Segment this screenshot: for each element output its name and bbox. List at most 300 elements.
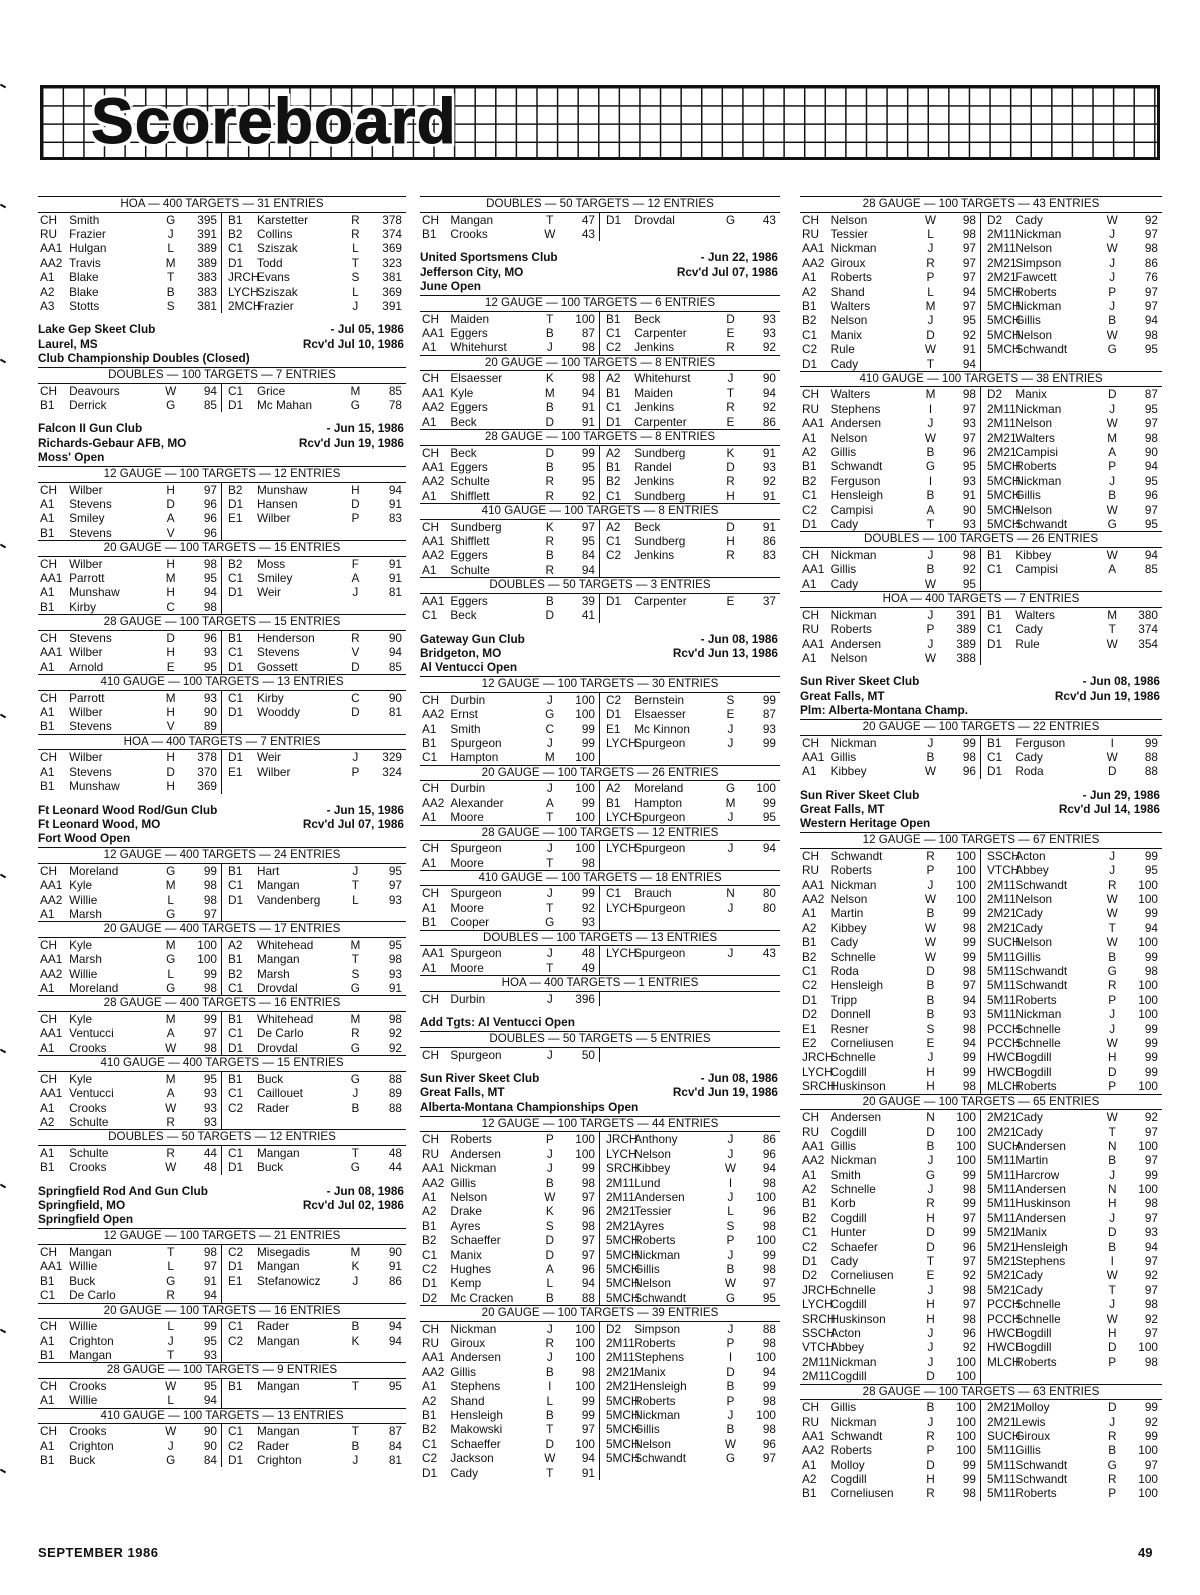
event-section [38, 995, 406, 1055]
shooter-initial: R [726, 400, 735, 415]
shooter-initial: J [167, 1438, 174, 1453]
result-row [981, 431, 1162, 445]
class-code: A2 [40, 1114, 55, 1129]
results-left-half [38, 1319, 222, 1362]
shooter-initial: J [727, 946, 734, 961]
class-code: A1 [40, 511, 55, 526]
shooter-initial: B [1108, 1153, 1117, 1168]
shooter-name: Cady [830, 517, 859, 531]
margin-tick [0, 204, 6, 209]
score: 97 [962, 401, 976, 416]
class-code: 5MCH [987, 502, 1021, 517]
score: 99 [581, 1161, 595, 1176]
result-row [981, 1182, 1162, 1196]
class-code: B1 [422, 1218, 437, 1233]
result-row [222, 511, 406, 525]
shooter-name: Mc Mahan [256, 397, 313, 412]
score: 94 [1144, 313, 1158, 328]
shooter-initial: R [926, 848, 935, 863]
score: 380 [1138, 607, 1158, 622]
result-row [981, 1283, 1162, 1297]
shooter-initial: L [546, 1276, 554, 1291]
shooter-initial: J [927, 877, 934, 892]
score: 100 [1138, 1007, 1158, 1022]
class-code: AA1 [40, 1086, 63, 1101]
shooter-name: Cady [1015, 1124, 1043, 1139]
shooter-initial: D [1107, 1340, 1117, 1355]
shooter-name: Giroux [450, 1336, 486, 1351]
score: 100 [575, 692, 595, 707]
shooter-initial: R [926, 1428, 935, 1443]
shooter-name: Kibbey [830, 920, 867, 935]
club-name-row [38, 322, 406, 336]
shooter-initial: L [727, 1204, 734, 1219]
event-heading: 12 GAUGE — 100 TARGETS — 67 ENTRIES [800, 832, 1162, 849]
shooter-initial: D [545, 608, 555, 623]
event-name: Moss' Open [38, 449, 105, 464]
result-row [800, 1036, 980, 1050]
club-location: Great Falls, MT [800, 801, 885, 816]
result-row [981, 1297, 1162, 1311]
result-row [800, 1050, 980, 1064]
class-code: C2 [802, 502, 818, 517]
score: 86 [762, 534, 776, 549]
class-code: C1 [802, 327, 818, 342]
result-row [600, 489, 780, 503]
shooter-initial: W [1106, 241, 1118, 256]
score: 92 [762, 474, 776, 489]
class-code: 2M21 [987, 920, 1017, 935]
score: 93 [762, 459, 776, 474]
result-row [981, 1340, 1162, 1354]
score: 96 [203, 630, 217, 645]
score: 99 [762, 735, 776, 750]
class-code: A2 [802, 1472, 817, 1487]
result-row [222, 1274, 406, 1288]
score: 98 [581, 371, 595, 386]
class-code: C1 [802, 1225, 818, 1240]
score: 98 [203, 1244, 217, 1259]
result-row [420, 446, 599, 460]
class-code: A1 [40, 704, 55, 719]
shooter-name: Crooks [69, 1100, 107, 1115]
class-code: A2 [802, 1182, 817, 1197]
class-code: 5MCH [987, 459, 1021, 474]
shooter-name: Cogdill [1015, 1050, 1052, 1065]
results-grid [38, 483, 406, 541]
class-code: AA1 [802, 241, 825, 256]
result-row [222, 1086, 406, 1100]
class-code: A2 [40, 284, 55, 299]
shooter-initial: T [546, 960, 554, 975]
class-code: SSCH [987, 848, 1020, 863]
club-location-row [38, 337, 406, 351]
shooter-name: Whitehead [256, 937, 314, 952]
result-row [420, 992, 599, 1006]
club-location: Bridgeton, MO [420, 645, 502, 660]
result-row [222, 952, 406, 966]
shooter-initial: T [546, 855, 554, 870]
class-code: 5M11 [987, 1457, 1016, 1472]
received-date: Rcv'd Jun 13, 1986 [672, 645, 778, 660]
shooter-name: Nickman [1015, 1007, 1062, 1022]
class-code: C1 [606, 534, 622, 549]
class-code: AA2 [802, 1153, 825, 1168]
shooter-name: Cogdill [830, 1064, 867, 1079]
score: 90 [203, 1424, 217, 1439]
shooter-initial: B [926, 1138, 935, 1153]
shooter-name: Willie [69, 1393, 98, 1408]
shooter-name: Manix [830, 327, 863, 342]
shooter-initial: G [166, 952, 176, 967]
result-row [800, 562, 980, 576]
results-right-half [222, 213, 406, 314]
shooter-initial: B [545, 459, 554, 474]
class-code: 5M21 [987, 1268, 1017, 1283]
class-code: A2 [422, 1204, 437, 1219]
score: 92 [962, 1268, 976, 1283]
shooter-name: Randel [634, 459, 672, 474]
result-row [420, 781, 599, 795]
class-code: D1 [228, 397, 244, 412]
shooter-initial: P [926, 863, 935, 878]
results-grid [38, 864, 406, 922]
shooter-initial: S [726, 692, 735, 707]
result-row [38, 967, 221, 981]
result-row [38, 1274, 221, 1288]
result-row [800, 1225, 980, 1239]
shooter-name: Roberts [830, 622, 872, 637]
class-code: CH [422, 1321, 440, 1336]
result-row [420, 1322, 599, 1336]
shooter-initial: B [166, 284, 175, 299]
score: 91 [762, 488, 776, 503]
result-row [800, 1283, 980, 1297]
result-row [800, 892, 980, 906]
class-code: 5M11 [987, 1167, 1016, 1182]
class-code: B1 [40, 525, 55, 540]
shooter-initial: R [726, 474, 735, 489]
shooter-name: Nelson [1015, 327, 1053, 342]
shooter-name: Vandenberg [256, 892, 321, 907]
shooter-name: Buck [69, 1273, 96, 1288]
score: 99 [962, 1457, 976, 1472]
class-code: A1 [802, 1167, 817, 1182]
shooter-name: Nelson [634, 1436, 671, 1451]
event-section [38, 1055, 406, 1129]
class-code: 2M21 [987, 430, 1017, 445]
results-grid [800, 608, 1162, 666]
shoot-date: - Jun 08, 1986 [326, 1183, 404, 1198]
shooter-initial: J [546, 1146, 553, 1161]
result-row [981, 950, 1162, 964]
shooter-name: Mangan [256, 1145, 300, 1160]
shooter-initial: A [166, 511, 175, 526]
shooter-initial: G [166, 1453, 176, 1468]
shooter-name: Hulgan [69, 241, 107, 256]
class-code: AA1 [40, 1026, 63, 1041]
result-row [800, 1443, 980, 1457]
shooter-initial: L [352, 892, 359, 907]
shooter-name: Beck [450, 608, 477, 623]
result-row [420, 1262, 599, 1276]
class-code: A1 [40, 496, 55, 511]
results-left-half [38, 1072, 222, 1130]
shooter-name: Jenkins [634, 474, 675, 489]
club-name: Falcon II Gun Club [38, 421, 143, 436]
class-code: VTCH [987, 863, 1020, 878]
class-code: D1 [422, 1465, 438, 1480]
score: 95 [1144, 342, 1158, 357]
results-left-half [420, 312, 600, 355]
shooter-name: Gillis [830, 1138, 857, 1153]
shooter-name: Eggers [450, 400, 488, 415]
result-row [600, 400, 780, 414]
shooter-name: Deavours [69, 383, 120, 398]
shooter-name: Hughes [450, 1261, 492, 1276]
score: 99 [1144, 1064, 1158, 1079]
class-code: D1 [422, 1276, 438, 1291]
shooter-initial: J [1109, 1414, 1116, 1429]
shooter-name: Cogdill [830, 1210, 867, 1225]
class-code: 5MCH [987, 313, 1021, 328]
class-code: PCCH [987, 1297, 1021, 1312]
shooter-name: Gillis [1015, 313, 1041, 328]
result-row [800, 1110, 980, 1124]
score: 41 [581, 608, 595, 623]
class-code: 2M21 [987, 1414, 1017, 1429]
shooter-name: Kibbey [634, 1161, 671, 1176]
club-name: Gateway Gun Club [420, 631, 525, 646]
result-row [222, 398, 406, 412]
event-section [38, 1408, 406, 1468]
score: 96 [1144, 488, 1158, 503]
class-code: A1 [40, 1438, 55, 1453]
class-code: 5MCH [987, 473, 1021, 488]
shooter-initial: I [928, 473, 933, 488]
result-row [600, 841, 780, 855]
shooter-initial: M [544, 385, 555, 400]
result-row [38, 1334, 221, 1348]
score: 100 [197, 952, 217, 967]
result-row [38, 1072, 221, 1086]
class-code: LYCH [606, 946, 637, 961]
results-left-half [38, 384, 222, 413]
result-row [600, 1147, 780, 1161]
class-code: 2M11 [987, 226, 1016, 241]
result-row [38, 1439, 221, 1453]
result-row [38, 497, 221, 511]
result-row [222, 705, 406, 719]
shooter-name: Hampton [450, 750, 499, 765]
event-heading: DOUBLES — 100 TARGETS — 7 ENTRIES [38, 367, 406, 384]
result-row [38, 1115, 221, 1129]
shooter-name: Schwandt [1015, 877, 1068, 892]
shooter-name: Crooks [450, 226, 488, 241]
class-code: A1 [40, 1145, 55, 1160]
score: 80 [762, 886, 776, 901]
shooter-initial: J [927, 313, 934, 328]
shooter-name: Nelson [830, 650, 868, 665]
shooter-initial: R [1107, 877, 1117, 892]
shooter-name: Nickman [1015, 226, 1062, 241]
class-code: C2 [422, 1261, 438, 1276]
shooter-initial: L [167, 1259, 174, 1274]
result-row [38, 1101, 221, 1115]
class-code: B1 [802, 1486, 817, 1501]
shooter-initial: R [351, 630, 360, 645]
class-code: B2 [228, 482, 243, 497]
shooter-initial: W [724, 1436, 737, 1451]
shoot-date: - Jun 22, 1986 [700, 250, 778, 265]
shooter-initial: A [545, 795, 554, 810]
results-grid [420, 371, 780, 429]
margin-tick [0, 1049, 6, 1054]
shooter-initial: R [926, 255, 935, 270]
shooter-initial: G [350, 397, 360, 412]
shooter-name: Schwandt [1015, 342, 1068, 357]
results-right-half [981, 1110, 1162, 1383]
score: 94 [1144, 459, 1158, 474]
shooter-initial: L [352, 284, 359, 299]
score: 37 [762, 593, 776, 608]
result-row [420, 1048, 599, 1062]
received-date: Rcv'd Jun 19, 1986 [1054, 688, 1160, 703]
shooter-initial: H [1107, 1325, 1117, 1340]
shooter-initial: K [726, 445, 735, 460]
result-row [981, 503, 1162, 517]
score: 97 [1144, 502, 1158, 517]
result-row [600, 1408, 780, 1422]
class-code: A1 [422, 810, 437, 825]
results-grid [420, 886, 780, 929]
results-left-half [38, 1146, 222, 1175]
shooter-initial: J [352, 1273, 359, 1288]
event-section [38, 1228, 406, 1302]
result-row [800, 503, 980, 517]
score: 99 [203, 966, 217, 981]
class-code: B1 [228, 630, 243, 645]
class-code: 5MCH [606, 1276, 640, 1291]
shooter-name: Evans [256, 270, 290, 285]
result-row [981, 342, 1162, 356]
results-right-half [222, 1424, 406, 1467]
score: 90 [1144, 445, 1158, 460]
class-code: E1 [802, 1021, 817, 1036]
shooter-name: Durbin [450, 781, 486, 796]
shooter-initial: L [167, 966, 174, 981]
class-code: D1 [228, 659, 244, 674]
shooter-initial: D [1107, 387, 1117, 402]
margin-tick [0, 1184, 6, 1189]
class-code: A2 [802, 284, 817, 299]
club-location-row [38, 817, 406, 831]
result-row [38, 585, 221, 599]
shooter-name: Spurgeon [634, 810, 686, 825]
class-code: JRCH [606, 1132, 638, 1147]
shooter-initial: B [545, 1364, 554, 1379]
class-code: HWCH [987, 1325, 1024, 1340]
shooter-name: Weir [256, 750, 281, 765]
shooter-name: Cady [1015, 920, 1043, 935]
result-row [222, 1146, 406, 1160]
score: 389 [197, 241, 217, 256]
shooter-initial: J [727, 841, 734, 856]
result-row [981, 892, 1162, 906]
shooter-name: Wilber [69, 750, 103, 765]
class-code: B1 [40, 1347, 55, 1362]
shooter-initial: B [1108, 488, 1117, 503]
shooter-initial: L [167, 1319, 174, 1334]
shooter-name: Roberts [1015, 1079, 1057, 1094]
score: 97 [762, 1276, 776, 1291]
result-row [420, 1437, 599, 1451]
result-row [981, 548, 1162, 562]
event-heading: 20 GAUGE — 100 TARGETS — 39 ENTRIES [420, 1305, 780, 1322]
shooter-name: Caillouet [256, 1086, 303, 1101]
shooter-name: Rader [256, 1100, 290, 1115]
score: 89 [203, 719, 217, 734]
shooter-name: Collins [256, 226, 293, 241]
shooter-initial: M [350, 383, 361, 398]
result-row [38, 384, 221, 398]
shooter-name: Makowski [450, 1422, 503, 1437]
shooter-name: Mangan [256, 1378, 300, 1393]
shooter-name: Hensleigh [830, 488, 884, 503]
shoot-date: - Jun 15, 1986 [326, 802, 404, 817]
results-grid [800, 849, 1162, 1094]
event-section [38, 196, 406, 313]
score: 99 [1144, 1050, 1158, 1065]
results-left-half [38, 1424, 222, 1467]
class-code: B1 [422, 226, 437, 241]
result-row [800, 1472, 980, 1486]
score: 88 [388, 1071, 402, 1086]
result-row [600, 460, 780, 474]
shooter-name: Schwandt [1015, 1457, 1068, 1472]
score: 91 [388, 571, 402, 586]
results-grid [420, 213, 780, 242]
result-row [981, 622, 1162, 636]
score: 100 [956, 1414, 976, 1429]
shooter-initial: R [1107, 1472, 1117, 1487]
shooter-initial: T [167, 1347, 175, 1362]
shooter-name: Cady [830, 356, 859, 371]
class-code: D1 [802, 356, 818, 371]
shooter-name: Walters [830, 298, 871, 313]
score: 100 [1138, 992, 1158, 1007]
score: 92 [762, 340, 776, 355]
shooter-name: Cady [830, 1254, 859, 1269]
result-row [38, 719, 221, 733]
result-row [800, 313, 980, 327]
margin-tick [0, 84, 6, 89]
class-code: B1 [40, 719, 55, 734]
result-row [420, 961, 599, 975]
class-code: CH [802, 387, 820, 402]
result-row [981, 1211, 1162, 1225]
shooter-initial: H [166, 482, 175, 497]
result-row [38, 750, 221, 764]
shooter-initial: I [728, 1175, 733, 1190]
class-code: A1 [40, 764, 55, 779]
class-code: 5MCH [606, 1261, 640, 1276]
shooter-name: Maiden [634, 385, 673, 400]
results-right-half [600, 946, 780, 975]
score: 99 [1144, 1428, 1158, 1443]
shooter-initial: W [1106, 416, 1118, 431]
class-code: CH [422, 371, 440, 386]
